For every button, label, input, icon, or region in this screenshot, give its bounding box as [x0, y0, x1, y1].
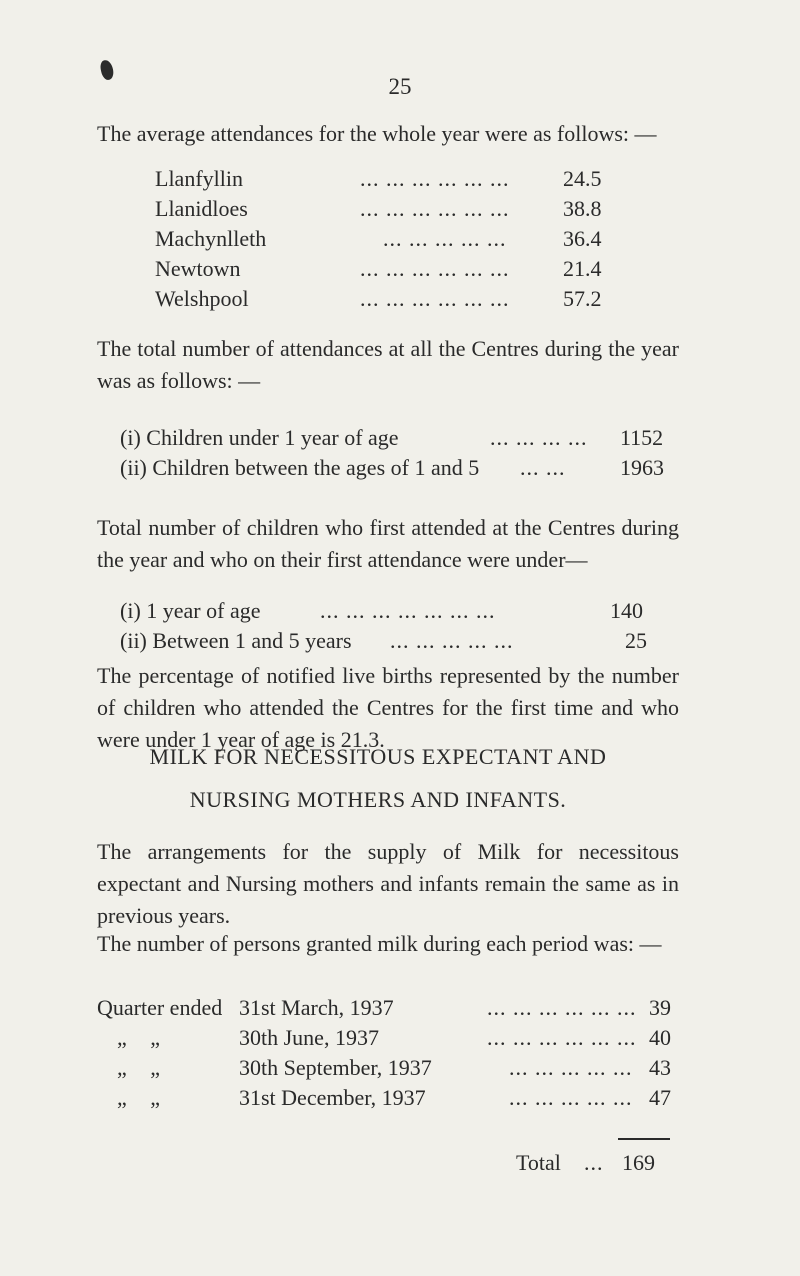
leader-dots: ... ... ... ... ... [509, 1055, 633, 1080]
item-label: (ii) Between 1 and 5 years [120, 628, 352, 653]
place-name: Machynlleth [155, 226, 267, 251]
leader-dots: ... ... ... ... ... [509, 1085, 633, 1110]
quarter-prefix: Quarter ended [97, 995, 223, 1020]
ditto-marks: „ „ [117, 1085, 161, 1110]
leader-dots: ... ... ... ... ... ... [487, 1025, 637, 1050]
item-label: (ii) Children between the ages of 1 and 5 [120, 455, 480, 480]
leader-dots: ... ... ... ... ... ... [487, 995, 637, 1020]
leader-dots: ... ... ... ... ... ... [360, 286, 510, 311]
arrangements-paragraph: The arrangements for the supply of Milk for necessitous expectant and Nursing mothers and infants remain the same as in previous years. [97, 839, 679, 928]
attendance-value: 24.5 [563, 166, 602, 191]
intro-first-paragraph: Total number of children who first attended at the Centres during the year and who on their first attendance were under— [97, 515, 679, 572]
attendance-value: 36.4 [563, 226, 602, 251]
quarter-value: 40 [649, 1025, 671, 1050]
leader-dots: ... ... ... ... ... ... ... [320, 598, 496, 623]
section-heading-line2: NURSING MOTHERS AND INFANTS. [189, 787, 567, 812]
item-value: 1152 [620, 425, 664, 450]
place-name: Newtown [155, 256, 241, 281]
percentage-paragraph: The percentage of notified live births represented by the number of children who attended the Centres for the first time and who were under 1 year of age is 21.3. [97, 663, 679, 752]
place-name: Welshpool [155, 286, 249, 311]
quarter-value: 39 [649, 995, 671, 1020]
total-label: Total [516, 1150, 561, 1175]
item-label: (i) 1 year of age [120, 598, 261, 623]
quarter-value: 43 [649, 1055, 671, 1080]
place-name: Llanidloes [155, 196, 248, 221]
item-value: 1963 [620, 455, 664, 480]
ditto-marks: „ „ [117, 1055, 161, 1080]
leader-dots: ... ... ... ... ... [390, 628, 514, 653]
item-label: (i) Children under 1 year of age [120, 425, 399, 450]
section-heading-line1: MILK FOR NECESSITOUS EXPECTANT AND [149, 744, 607, 769]
total-rule [618, 1138, 670, 1140]
intro-average-paragraph: The average attendances for the whole year were as follows: — [97, 121, 657, 146]
ditto-marks: „ „ [117, 1025, 161, 1050]
leader-dots: ... ... ... ... ... ... [360, 256, 510, 281]
quarter-value: 47 [649, 1085, 671, 1110]
page-number: 25 [388, 74, 412, 99]
leader-dots: ... ... ... ... ... [383, 226, 507, 251]
quarter-date: 30th September, 1937 [239, 1055, 432, 1080]
leader-dots: ... ... ... ... [490, 425, 588, 450]
quarter-date: 31st December, 1937 [239, 1085, 426, 1110]
attendance-value: 38.8 [563, 196, 602, 221]
item-value: 140 [610, 598, 643, 623]
total-value: 169 [622, 1150, 655, 1175]
leader-dots: ... ... ... ... ... ... [360, 196, 510, 221]
place-name: Llanfyllin [155, 166, 243, 191]
leader-dots: ... ... ... ... ... ... [360, 166, 510, 191]
intro-total-paragraph: The total number of attendances at all the Centres during the year was as follows: — [97, 336, 679, 393]
quarter-date: 31st March, 1937 [239, 995, 394, 1020]
attendance-value: 57.2 [563, 286, 602, 311]
leader-dots: ... [584, 1150, 604, 1175]
intro-persons-paragraph: The number of persons granted milk during each period was: — [97, 931, 662, 956]
quarter-date: 30th June, 1937 [239, 1025, 379, 1050]
item-value: 25 [625, 628, 647, 653]
leader-dots: ... ... [520, 455, 566, 480]
attendance-value: 21.4 [563, 256, 602, 281]
